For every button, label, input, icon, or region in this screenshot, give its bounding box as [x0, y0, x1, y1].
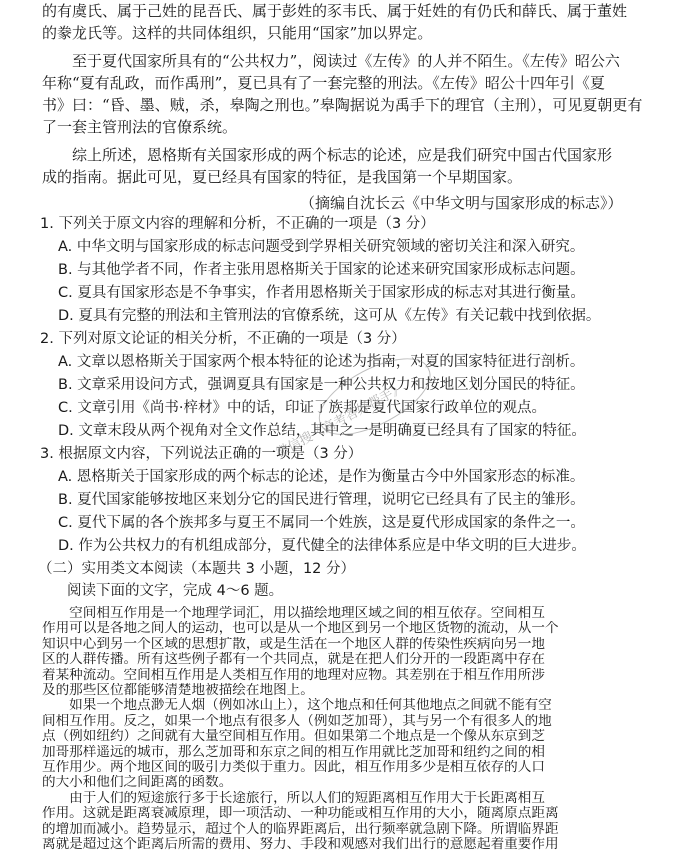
passage-source: （摘编自沈长云《中华文明与国家形成的标志》）	[300, 194, 623, 212]
passage-line: 着某种流动。空间相互作用是人类相互作用的地理对应物。其差别在于相互作用所涉	[42, 667, 545, 683]
passage-line: 间相互作用。反之，如果一个地点有很多人（例如芝加哥），其与另一个有很多人的地	[42, 713, 552, 729]
question-option: D. 作为公共权力的有机组成部分，夏代健全的法律体系应是中华文明的巨大进步。	[58, 538, 586, 554]
section-instruction: 阅读下面的文字，完成 4～6 题。	[38, 583, 284, 599]
passage-line: 的增加而减小。趋势显示，超过个人的临界距离后，出行频率就急剧下降。所谓临界距	[42, 821, 559, 837]
question-option: D. 文章末段从两个视角对全文作总结，其中之一是明确夏已经具有了国家的特征。	[58, 423, 586, 439]
passage-line: 的大小和他们之间距离的函数。	[42, 775, 233, 791]
question-stem: 1. 下列关于原文内容的理解和分析，不正确的一项是（3 分）	[40, 216, 435, 232]
watermark-text: 微信搜《高考答好帮手》	[273, 380, 408, 462]
question-option: B. 夏代国家能够按地区来划分它的国民进行管理，说明它已经具有了民主的雏形。	[58, 492, 585, 508]
passage-line: 综上所述，恩格斯有关国家形成的两个标志的论述，应是我们研究中国古代国家形	[42, 146, 613, 164]
passage-line: 如果一个地点渺无人烟（例如冰山上），这个地点和任何其他地点之间就不能有空	[42, 698, 552, 714]
passage-line: 加哥那样遥远的城市，那么芝加哥和东京之间的相互作用就比芝加哥和纽约之间的相	[42, 744, 545, 760]
question-option: B. 文章采用设问方式，强调夏具有国家是一种公共权力和按地区划分国民的特征。	[58, 377, 585, 393]
passage-line: 的有虞氏、属于己姓的昆吾氏、属于彭姓的豕韦氏、属于妊姓的有仍氏和薛氏、属于董姓	[42, 2, 628, 20]
section-header: （二）实用类文本阅读（本题共 3 小题，12 分）	[38, 561, 356, 577]
passage-line: 知识中心到另一个区域的思想扩散，或是生活在一个地区人群的传染性疾病向另一地	[42, 636, 545, 652]
question-option: B. 与其他学者不同，作者主张用恩格斯关于国家的论述来研究国家形成标志问题。	[58, 262, 585, 278]
passage-line: 作用。这就是距离衰减原理，即一项活动、一种功能或相互作用的大小，随离原点距离	[42, 806, 559, 822]
passage-line: 离就是超过这个距离后所需的费用、努力、手段和观感对我们出行的意愿起着重要作用	[42, 837, 559, 852]
passage-line: 书》曰：“昏、墨、贼，杀，皋陶之刑也。”皋陶据说为禹手下的理官（主刑），可见夏朝更有	[42, 96, 643, 114]
question-option: C. 夏代下属的各个族邦多与夏王不属同一个姓族，这是夏代形成国家的条件之一。	[58, 515, 585, 531]
question-option: A. 文章以恩格斯关于国家两个根本特征的论述为指南，对夏的国家特征进行剖析。	[58, 354, 585, 370]
passage-line: 互作用少。两个地区间的吸引力类似于重力。因此，相互作用多少是相互依存的人口	[42, 760, 545, 775]
question-option: A. 中华文明与国家形成的标志问题受到学界相关研究领域的密切关注和深入研究。	[58, 239, 585, 255]
question-option: C. 夏具有国家形态是不争事实，作者用恩格斯关于国家形成的标志对其进行衡量。	[58, 285, 585, 301]
question-option: C. 文章引用《尚书·梓材》中的话，印证了族邦是夏代国家行政单位的观点。	[58, 400, 546, 416]
passage-line: 及的那些区位都能够清楚地被描绘在地图上。	[42, 683, 314, 698]
question-stem: 2. 下列对原文论证的相关分析，不正确的一项是（3 分）	[40, 331, 406, 347]
passage-line: 年称“夏有乱政，而作禹刑”，夏已具有了一套完整的刑法。《左传》昭公十四年引《夏	[42, 74, 605, 92]
passage-line: 空间相互作用是一个地理学词汇，用以描绘地理区域之间的相互依存。空间相互	[42, 606, 545, 621]
passage-line: 作用可以是各地之间人的运动，也可以是从一个地区到另一个地区货物的流动，从一个	[42, 621, 559, 637]
passage-line: 区的人群传播。所有这些例子都有一个共同点，就是在把人们分开的一段距离中存在	[42, 652, 545, 668]
passage-line: 成的指南。据此可见，夏已经具有国家的特征，是我国第一个早期国家。	[42, 168, 523, 186]
passage-line: 由于人们的短途旅行多于长途旅行，所以人们的短距离相互作用大于长距离相互	[42, 790, 545, 806]
passage-line: 的豢龙氏等。这样的共同体组织，只能用“国家”加以界定。	[42, 24, 433, 42]
passage-line: 了一套主管刑法的官僚系统。	[42, 118, 238, 136]
passage-line: 点（例如纽约）之间就有大量空间相互作用。但如果第二个地点是一个像从东京到芝	[42, 729, 545, 745]
question-option: D. 夏具有完整的刑法和主管刑法的官僚系统，这可从《左传》有关记载中找到依据。	[58, 308, 601, 324]
passage-line: 至于夏代国家所具有的“公共权力”，阅读过《左传》的人并不陌生。《左传》昭公六	[42, 52, 620, 70]
question-option: A. 恩格斯关于国家形成的两个标志的论述，是作为衡量古今中外国家形态的标准。	[58, 469, 585, 485]
question-stem: 3. 根据原文内容，下列说法正确的一项是（3 分）	[40, 446, 363, 462]
